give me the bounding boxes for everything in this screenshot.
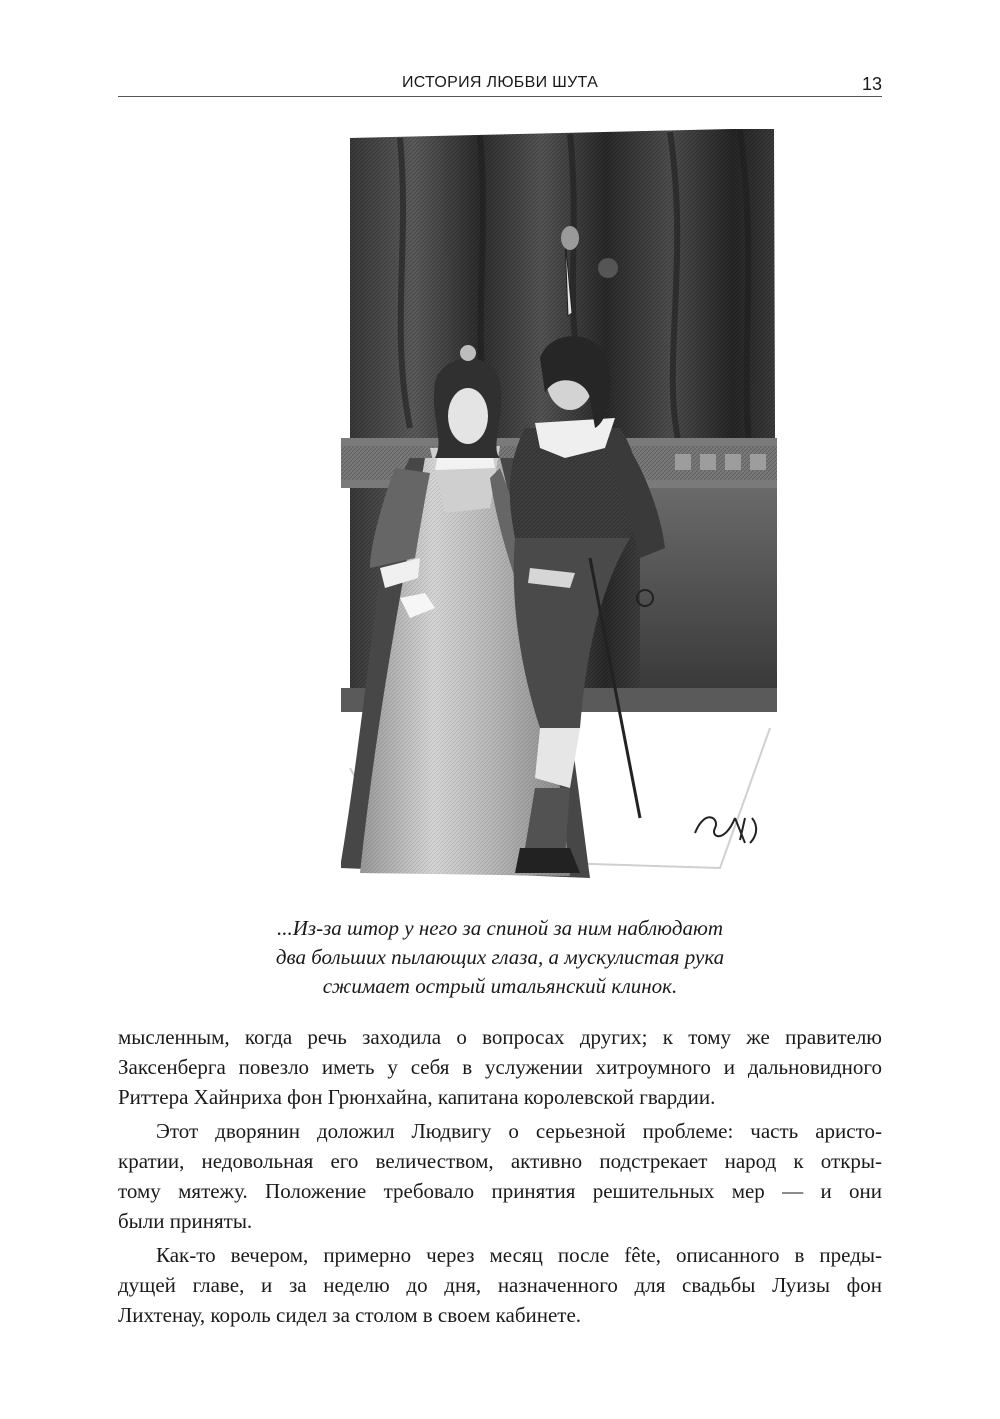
caption-line: два больших пылающих глаза, а мускулистая рука	[275, 945, 725, 969]
text-line: Заксенберга повезло иметь у себя в услужении хитроумного и дальновидного	[118, 1055, 882, 1079]
text-line: были приняты.	[118, 1209, 253, 1233]
engraving-illustration	[340, 128, 778, 892]
text-line: дущей главе, и за неделю до дня, назначенного для свадьбы Луизы фон	[118, 1273, 882, 1297]
text-line: кратии, недовольная его величеством, активно подстрекает народ к откры-	[118, 1149, 882, 1173]
text-line: Этот дворянин доложил Людвигу о серьезной проблеме: часть аристо-	[156, 1119, 882, 1143]
text-line: Как-то вечером, примерно через месяц после fête, описанного в преды-	[156, 1243, 882, 1267]
text-line: Лихтенау, король сидел за столом в своем кабинете.	[118, 1303, 582, 1327]
page-number: 13	[861, 74, 882, 94]
main-text	[118, 1022, 882, 1334]
caption-line: ...Из-за штор у него за спиной за ним наблюдают	[276, 916, 724, 940]
text-line: тому мятежу. Положение требовало принятия решительных мер — и они	[118, 1179, 882, 1203]
running-title: ИСТОРИЯ ЛЮБВИ ШУТА	[401, 74, 599, 91]
text-line: мысленным, когда речь заходила о вопросах других; к тому же правителю	[118, 1025, 882, 1049]
running-header	[118, 70, 882, 97]
caption-line: сжимает острый итальянский клинок.	[322, 974, 678, 998]
text-line: Риттера Хайнриха фон Грюнхайна, капитана королевской гвардии.	[118, 1085, 716, 1109]
paragraph	[118, 1022, 882, 1112]
paragraph	[118, 1116, 882, 1236]
illustration-caption	[118, 914, 882, 1001]
paragraph	[118, 1240, 882, 1330]
